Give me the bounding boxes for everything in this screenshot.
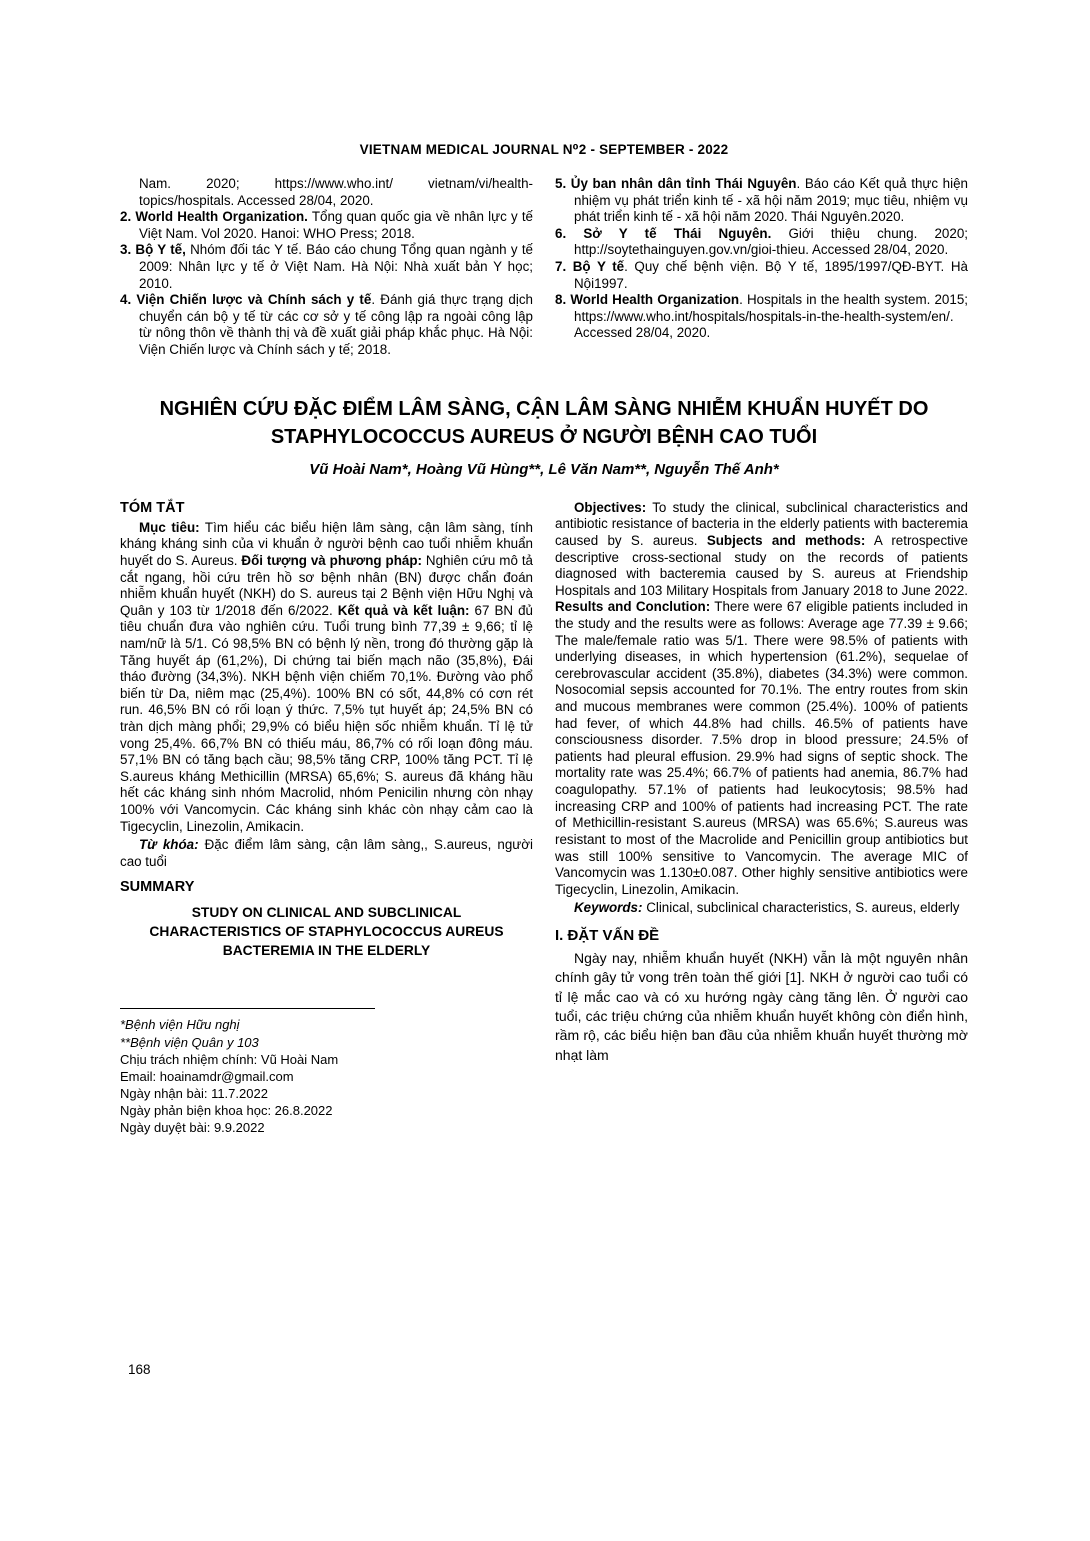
abstract-en-keywords: Keywords: Clinical, subclinical characteristics, S. aureus, elderly xyxy=(574,900,960,916)
summary-title: STUDY ON CLINICAL AND SUBCLINICAL CHARACTERISTICS OF STAPHYLOCOCCUS AUREUS BACTEREMIA IN THE ELDERLY xyxy=(149,904,504,959)
reference-item-3: 3. Bộ Y tế, Nhóm đối tác Y tế. Báo cáo chung Tổng quan ngành y tế 2009: Nhân lực y tế ở Việt Nam. Hà Nội: Nhà xuất bản Y học; 2010. xyxy=(120,242,533,291)
footnote-affiliation-1: *Bệnh viện Hữu nghị xyxy=(120,1017,240,1033)
introduction-heading: I. ĐẶT VẤN ĐỀ xyxy=(555,926,660,944)
footnote-block xyxy=(120,1008,533,1136)
abstract-vi-text: Mục tiêu: Tìm hiểu các biểu hiện lâm sàng, cận lâm sàng, tính kháng kháng sinh của vi khuẩn ở người bệnh cao tuổi nhiễm khuẩn huyết do S. Aureus. Đối tượng và phương pháp: Nghiên cứu mô tả cắt ngang, hồi cứu trên hồ sơ bệnh nhân (BN) được chẩn đoán nhiễm khuẩn huyết (NKH) do S. aureus tại 2 Bệnh viện Hữu Nghị và Quân y 103 từ 1/2018 đến 6/2022. Kết quả và kết luận: 67 BN đủ tiêu chuẩn đưa vào nghiên cứu. Tuổi trung bình 77,39 ± 9,66; tỉ lệ nam/nữ là 5/1. Có 98,5% BN có bệnh lý nền, trong đó thường gặp là Tăng huyết áp (61,2%), Di chứng tai biến mạch não (35,8%), Đái tháo đường (34,3%). NKH bệnh viện chiếm 70,1%. Đường vào phổ biến từ Da, niêm mạc (25,4%). 100% BN có sốt, 44,8% có cơn rét run. 46,5% BN có rối loạn ý thức. 7,5% tụt huyết áp; 24,5% BN có tràn dịch màng phổi; 29,9% có biểu hiện sốc nhiễm khuẩn. Tỉ lệ tử vong 25,4%. 66,7% BN có thiếu máu, 86,7% có rối loạn đông máu. 57,1% BN có tăng bạch cầu; 98,5% tăng CRP, 100% tăng PCT. Tỉ lệ S.aureus kháng Methicillin (MRSA) 65,6%; S. aureus đã kháng hầu hết các kháng sinh nhóm Macrolid, nhóm Penicilin nhưng còn nhạy 100% với Vancomycin. Các kháng sinh khác còn nhạy cảm cao là Tigecyclin, Linezolin, Amikacin. xyxy=(120,519,534,834)
references-right-column xyxy=(555,176,968,359)
footnote-rule xyxy=(120,1008,375,1009)
article-body xyxy=(120,500,968,1137)
footnote-received-date: Ngày nhận bài: 11.7.2022 xyxy=(120,1086,268,1102)
journal-running-head: VIETNAM MEDICAL JOURNAL N⁰2 - SEPTEMBER - 2022 xyxy=(359,142,729,157)
introduction-paragraph: Ngày nay, nhiễm khuẩn huyết (NKH) vẫn là một nguyên nhân chính gây tử vong trên toàn thế giới [1]. NKH ở người cao tuổi có tỉ lệ mắc cao và có xu hướng ngày càng tăng lên. Ở người cao tuổi, các triệu chứng của nhiễm khuẩn huyết không còn điển hình, rầm rộ, các biểu hiện ban đầu của nhiễm khuẩn huyết thường mờ nhạt làm xyxy=(555,949,968,1063)
references-section xyxy=(120,176,968,359)
abstract-vi-keywords: Từ khóa: Đặc điểm lâm sàng, cận lâm sàng,, S.aureus, người cao tuổi xyxy=(120,837,533,869)
reference-item-6: 6. Sở Y tế Thái Nguyên. Giới thiệu chung. 2020; http://soytethainguyen.gov.vn/gioi-thieu. Accessed 28/04, 2020. xyxy=(555,225,968,258)
article-authors: Vũ Hoài Nam*, Hoàng Vũ Hùng**, Lê Văn Nam**, Nguyễn Thế Anh* xyxy=(309,460,779,478)
article-left-column xyxy=(120,500,533,1137)
reference-item-8: 8. World Health Organization. Hospitals in the health system. 2015; https://www.who.int/hospitals/hospitals-in-the-health-system/en/. Accessed 28/04, 2020. xyxy=(555,292,968,341)
footnote-affiliation-2: **Bệnh viện Quân y 103 xyxy=(120,1034,259,1050)
footnote-reviewed-date: Ngày phản biện khoa học: 26.8.2022 xyxy=(120,1103,333,1119)
abstract-vi-heading: TÓM TẮT xyxy=(120,499,185,516)
abstract-en-text: Objectives: To study the clinical, subclinical characteristics and antibiotic resistance of bacteria in the elderly patients with bacteremia caused by S. aureus. Subjects and methods: A retrospective descriptive cross-sectional study on the records of patients diagnosed with bacteremia caused by S. aureus at Friendship Hospitals and 103 Military Hospitals from January 2018 to June 2022. Results and Conclution: There were 67 eligible patients included in the study and the results were as follows: Average age 77.39 ± 9.66; The male/female ratio was 5/1. There were 98.5% of patients with underlying diseases, in which hypertension (61.2%), sequelae of cerebrovascular accident (35.8%), diabetes (34.3%) were common. Nosocomial sepsis accounted for 70.1%. The entry routes from skin and mucous membranes were common (25.4%). 100% of patients had fever, of which 44.8% had chills. 46.5% of patients have consciousness disorder. 7.5% drop in blood pressure; 24.5% of patients had pleural effusion. 29.9% had signs of septic shock. The mortality rate was 25.4%; 66.7% of patients had anemia, 86.7% had coagulopathy. 57.1% of patients had leukocytosis; 98.5% had increasing CRP and 100% of patients had increasing PCT. The rate of Methicillin-resistant S.aureus (MRSA) was 65.6%; S.aureus was resistant to most of the Macrolide and Penicillin group antibiotics but was still 100% sensitive to Vancomycin. The average MIC of Vancomycin was 1.130±0.087. Other highly sensitive antibiotics were Tigecyclin, Linezolin, Amikacin. xyxy=(555,499,968,897)
footnote-email: Email: hoainamdr@gmail.com xyxy=(120,1068,294,1084)
reference-item-4: 4. Viện Chiến lược và Chính sách y tế. Đánh giá thực trạng dịch chuyển cán bộ y tế từ các cơ sở y tế công lập ra ngoài công lập từ nông thôn về thành thị và đề xuất giải pháp khắc phục. Hà Nội: Viện Chiến lược và Chính sách y tế; 2018. xyxy=(120,292,533,358)
reference-item-continuation: Nam. 2020; https://www.who.int/ vietnam/vi/health-topics/hospitals. Accessed 28/04, 2020. xyxy=(139,176,533,208)
article-title: NGHIÊN CỨU ĐẶC ĐIỂM LÂM SÀNG, CẬN LÂM SÀNG NHIỄM KHUẨN HUYẾT DO STAPHYLOCOCCUS AUREUS Ở NGƯỜI BỆNH CAO TUỔI xyxy=(159,397,929,448)
reference-item-7: 7. Bộ Y tế. Quy chế bệnh viện. Bộ Y tế, 1895/1997/QĐ-BYT. Hà Nội1997. xyxy=(555,259,968,291)
reference-item-2: 2. World Health Organization. Tổng quan quốc gia về nhân lực y tế Việt Nam. Vol 2020. Hanoi: WHO Press; 2018. xyxy=(120,209,533,241)
page-number: 168 xyxy=(128,1362,151,1377)
footnote-corresponding-author: Chịu trách nhiệm chính: Vũ Hoài Nam xyxy=(120,1051,339,1067)
references-left-column xyxy=(120,176,533,359)
footnote-accepted-date: Ngày duyệt bài: 9.9.2022 xyxy=(120,1120,265,1136)
article-right-column xyxy=(555,500,968,1137)
summary-heading: SUMMARY xyxy=(120,878,195,895)
reference-item-5: 5. Ủy ban nhân dân tỉnh Thái Nguyên. Báo cáo Kết quả thực hiện nhiệm vụ phát triển kinh tế - xã hội năm 2019; mục tiêu, nhiệm vụ phát triển kinh tế - xã hội năm 2020. Thái Nguyên.2020. xyxy=(555,176,968,225)
